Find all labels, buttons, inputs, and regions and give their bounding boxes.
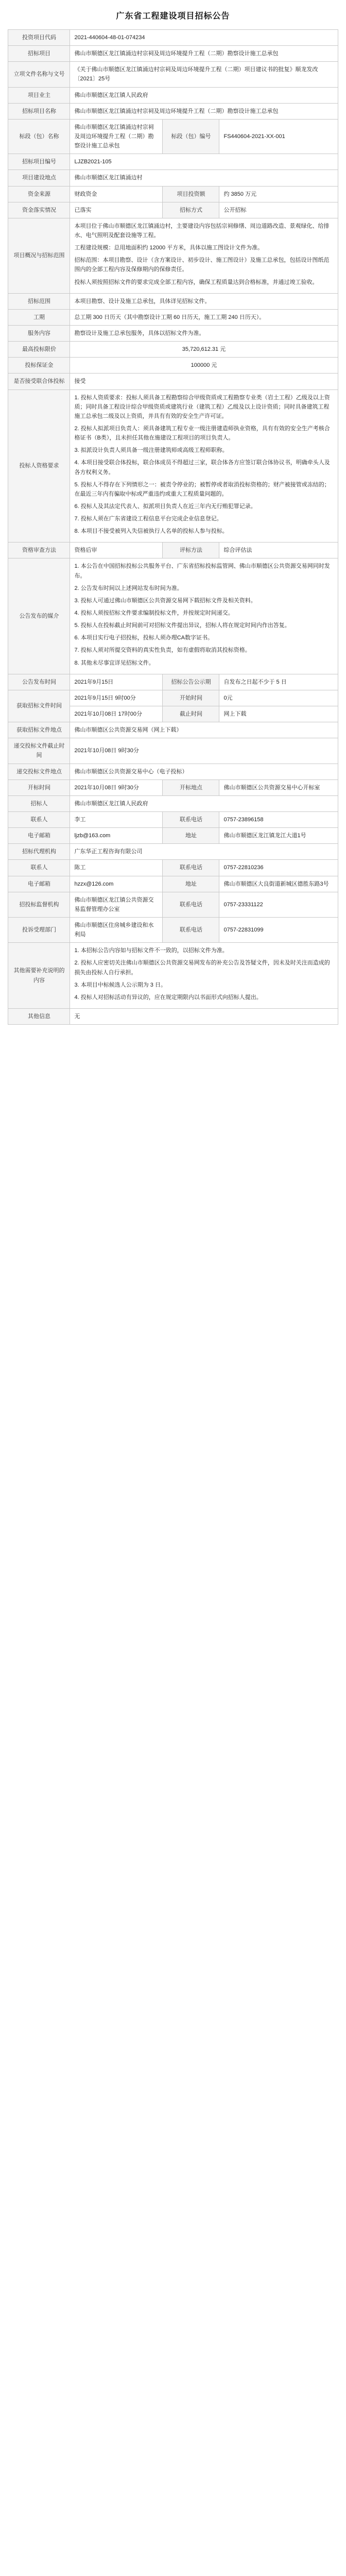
value-notice-pub [70,558,338,674]
page-title: 广东省工程建设项目招标公告 [116,12,230,21]
notice-paragraph: 3. 投标人可通过佛山市顺德区公共资源交易网下载招标文件及相关资料。 [74,597,256,604]
label-bid-bond: 投标保证金 [8,358,70,374]
value-notice-period: 自发布之日起不少于 5 日 [219,674,338,690]
value-fund-source: 财政资金 [70,186,163,202]
overview-paragraph: 投标人须按照招标文件的要求完成全部工程内容，确保工程质量达到合格标准，并通过竣工验收。 [74,279,318,285]
value-invest-amount: 约 3850 万元 [219,186,338,202]
row-section [8,119,338,154]
value-doc-obtain-end: 2021年10月08日 17时00分 [70,706,163,722]
row-bid-place [8,764,338,779]
row-agency [8,844,338,860]
row-agency-email [8,876,338,892]
qual-paragraph: 5. 投标人不得存在下列情形之一：被责令停业的；被暂停或者取消投标资格的；财产被接管或冻结的；在最近三年内有骗取中标或严重违约或重大工程质量问题的。 [74,481,330,497]
label-supervise-phone: 联系电话 [163,892,219,917]
notice-paragraph: 1. 本公告在中国招标投标公共服务平台、广东省招标投标监管网、佛山市顺德区公共资源交易网同时发布。 [74,563,330,579]
qual-paragraph: 1. 投标人资质要求：投标人须具备工程勘察综合甲级资质或工程勘察专业类（岩土工程）乙级及以上资质；同时具备工程设计综合甲级资质或建筑行业（建筑工程）乙级及以上设计资质；同时具备建筑工程施工总承包二级及以上资质，并具有有效的安全生产许可证。 [74,394,330,419]
label-bid-place: 递交投标文件地点 [8,764,70,779]
label-tenderer-address: 地址 [163,828,219,844]
label-complaint: 投诉受理部门 [8,918,70,943]
value-tender-method: 公开招标 [219,202,338,218]
label-agency-contact: 联系人 [8,860,70,876]
row-doc-obtain [8,690,338,706]
label-project-name: 招标项目 [8,46,70,62]
value-bid-deadline: 2021年10月08日 9时30分 [70,738,338,764]
value-extra: 无 [70,1008,338,1024]
row-service [8,325,338,341]
label-start-time: 开始时间 [163,690,219,706]
row-max-price [8,342,338,358]
value-section-no: FS440604-2021-XX-001 [219,119,338,154]
value-funds-ready: 已落实 [70,202,163,218]
row-location [8,170,338,186]
notice-paragraph: 4. 投标人须按招标文件要求编制投标文件，并按规定时间递交。 [74,610,234,617]
value-tender-name: 佛山市顺德区龙江镇涌边村宗祠及周边环境提升工程（二期）勘察设计施工总承包 [70,103,338,119]
label-tender-name: 招标项目名称 [8,103,70,119]
value-overview [70,218,338,293]
label-tenderer-email: 电子邮箱 [8,828,70,844]
value-bid-place: 佛山市顺德区公共资源交易中心（电子投标） [70,764,338,779]
label-duration: 工期 [8,309,70,325]
label-bid-deadline: 递交投标文件截止时间 [8,738,70,764]
label-agency-address: 地址 [163,876,219,892]
row-funds-ready [8,202,338,218]
row-publish-time [8,674,338,690]
label-agency-phone: 联系电话 [163,860,219,876]
value-supervise-phone: 0757-23331122 [219,892,338,917]
label-supervise: 招投标监督机构 [8,892,70,917]
qual-paragraph: 2. 投标人拟派项目负责人：须具备建筑工程专业一级注册建造师执业资格，具有有效的安全生产考核合格证书（B类），且未担任其他在施建设工程项目的项目负责人。 [74,425,330,442]
value-publish-time: 2021年9月15日 [70,674,163,690]
value-tender-code: LJZB2021-105 [70,154,338,170]
row-bidder-qual [8,389,338,543]
label-open-place: 开标地点 [163,779,219,795]
label-scope: 招标范围 [8,293,70,309]
qual-paragraph: 8. 本项目不接受被列入失信被执行人名单的投标人参与投标。 [74,528,228,535]
row-agency-contact [8,860,338,876]
label-overview: 项目概况与招标范围 [8,218,70,293]
value-eval: 综合评估法 [219,543,338,558]
value-agency-phone: 0757-22810236 [219,860,338,876]
label-fund-source: 资金来源 [8,186,70,202]
value-agency-address: 佛山市顺德区大良街道新城区德胜东路3号 [219,876,338,892]
value-scope: 本项目勘察、设计及施工总承包，具体详见招标文件。 [70,293,338,309]
value-supervise: 佛山市顺德区龙江镇公共资源交易监督管理办公室 [70,892,163,917]
row-tender-code [8,154,338,170]
row-consortium [8,374,338,389]
label-notes: 其他需要补充说明的内容 [8,943,70,1009]
value-location: 佛山市顺德区龙江镇涌边村 [70,170,338,186]
notice-paragraph: 2. 公告发布时间以上述网站发布时间为准。 [74,585,183,591]
value-approval: 《关于佛山市顺德区龙江镇涌边村宗祠及周边环境提升工程（二期）项目建议书的批复》顺龙发改〔2021〕25号 [70,62,338,87]
notice-paragraph: 8. 其他未尽事宜详见招标文件。 [74,659,154,666]
value-project-code: 2021-440604-48-01-074234 [70,30,338,46]
overview-paragraph: 本项目位于佛山市顺德区龙江镇涌边村，主要建设内容包括宗祠修缮、周边道路改造、景观绿化、给排水、电气照明及配套设施等工程。 [74,223,330,239]
value-tenderer-phone: 0757-23896158 [219,812,338,828]
value-complaint-phone: 0757-22831099 [219,918,338,943]
row-project-code [8,30,338,46]
label-review: 资格审查方法 [8,543,70,558]
label-location: 项目建设地点 [8,170,70,186]
row-supervise [8,892,338,917]
label-doc-obtain-time: 获取招标文件时间 [8,690,70,722]
value-consortium: 接受 [70,374,338,389]
label-service: 服务内容 [8,325,70,341]
qual-paragraph: 6. 投标人及其法定代表人、拟派项目负责人在近三年内无行贿犯罪记录。 [74,503,256,510]
label-notice-pub: 公告发布的媒介 [8,558,70,674]
label-funds-ready: 资金落实情况 [8,202,70,218]
value-service: 勘察设计及施工总承包服务，具体以招标文件为准。 [70,325,338,341]
value-complaint: 佛山市顺德区住房城乡建设和水利局 [70,918,163,943]
value-bidder-qual [70,389,338,543]
label-agency: 招标代理机构 [8,844,70,860]
notice-paragraph: 5. 投标人在投标截止时间前可对招标文件提出异议，招标人将在规定时间内作出答复。 [74,622,290,629]
value-section: 佛山市顺德区龙江镇涌边村宗祠及周边环境提升工程（二期）勘察设计施工总承包 [70,119,163,154]
value-max-price: 35,720,612.31 元 [70,342,338,358]
row-tenderer-contact [8,812,338,828]
row-open [8,779,338,795]
value-doc-obtain-start: 2021年9月15日 9时00分 [70,690,163,706]
row-scope [8,293,338,309]
label-section-no: 标段（包）编号 [163,119,219,154]
qual-paragraph: 3. 拟派设计负责人须具备一级注册建筑师或高级工程师职称。 [74,447,228,454]
row-notes [8,943,338,1009]
label-notice-period: 招标公告公示期 [163,674,219,690]
label-doc-place: 获取招标文件地点 [8,722,70,738]
label-tenderer-contact: 联系人 [8,812,70,828]
label-consortium: 是否接受联合体投标 [8,374,70,389]
notes-paragraph: 2. 投标人应密切关注佛山市顺德区公共资源交易网发布的补充公告及答疑文件，因未及时关注而造成的损失由投标人自行承担。 [74,960,330,976]
label-owner: 项目业主 [8,87,70,103]
row-tender-name [8,103,338,119]
row-bid-deadline [8,738,338,764]
row-project-name [8,46,338,62]
value-agency: 广东华正工程咨询有限公司 [70,844,338,860]
row-overview [8,218,338,293]
label-approval: 立项文件名称与文号 [8,62,70,87]
row-approval [8,62,338,87]
value-project-name: 佛山市顺德区龙江镇涌边村宗祠及周边环境提升工程（二期）勘察设计施工总承包 [70,46,338,62]
label-end-time: 截止时间 [163,706,219,722]
row-tenderer-email [8,828,338,844]
row-extra [8,1008,338,1024]
label-tender-method: 招标方式 [163,202,219,218]
notes-paragraph: 4. 投标人对招标活动有异议的，应在规定期限内以书面形式向招标人提出。 [74,994,262,1001]
notice-paragraph: 6. 本项目实行电子招投标，投标人须办理CA数字证书。 [74,635,213,641]
value-agency-contact: 陈工 [70,860,163,876]
value-open-place: 佛山市顺德区公共资源交易中心开标室 [219,779,338,795]
value-doc-form: 网上下载 [219,706,338,722]
row-bid-bond [8,358,338,374]
label-agency-email: 电子邮箱 [8,876,70,892]
label-tenderer-phone: 联系电话 [163,812,219,828]
overview-paragraph: 工程建设规模：总用地面积约 12000 平方米，具体以施工图设计文件为准。 [74,245,264,251]
row-doc-place [8,722,338,738]
qual-paragraph: 4. 本项目接受联合体投标，联合体成员不得超过三家，联合体各方应签订联合体协议书，明确牵头人及各方权利义务。 [74,460,330,476]
notes-paragraph: 3. 本项目中标候选人公示期为 3 日。 [74,981,166,988]
value-open-time: 2021年10月08日 9时30分 [70,779,163,795]
row-review [8,543,338,558]
value-agency-email: hzzx@126.com [70,876,163,892]
row-notice-pub [8,558,338,674]
value-notes [70,943,338,1009]
value-doc-place: 佛山市顺德区公共资源交易网（网上下载） [70,722,338,738]
label-complaint-phone: 联系电话 [163,918,219,943]
notice-table [8,29,338,1025]
label-eval: 评标方法 [163,543,219,558]
value-tenderer: 佛山市顺德区龙江镇人民政府 [70,795,338,811]
value-tenderer-email: ljzb@163.com [70,828,163,844]
notes-paragraph: 1. 本招标公告内容如与招标文件不一致的，以招标文件为准。 [74,947,228,954]
value-review: 资格后审 [70,543,163,558]
label-bidder-qual: 投标人资格要求 [8,389,70,543]
label-max-price: 最高投标限价 [8,342,70,358]
label-extra: 其他信息 [8,1008,70,1024]
row-complaint [8,918,338,943]
row-duration [8,309,338,325]
value-tenderer-contact: 李工 [70,812,163,828]
value-tenderer-address: 佛山市顺德区龙江镇龙江大道1号 [219,828,338,844]
label-project-code: 投资项目代码 [8,30,70,46]
overview-paragraph: 招标范围：本项目勘察、设计（含方案设计、初步设计、施工图设计）及施工总承包，包括设计图纸范围内的全部工程内容及保修期内的保修责任。 [74,257,330,273]
value-doc-sale: 0元 [219,690,338,706]
label-tenderer: 招标人 [8,795,70,811]
qual-paragraph: 7. 投标人须在广东省建设工程信息平台完成企业信息登记。 [74,516,222,522]
label-section: 标段（包）名称 [8,119,70,154]
row-owner [8,87,338,103]
notice-paragraph: 7. 投标人须对所提交资料的真实性负责，如有虚假将取消其投标资格。 [74,647,251,654]
row-tenderer [8,795,338,811]
value-duration: 总工期 300 日历天（其中勘察设计工期 60 日历天，施工工期 240 日历天）。 [70,309,338,325]
row-fund [8,186,338,202]
label-open-time: 开标时间 [8,779,70,795]
label-publish-time: 公告发布时间 [8,674,70,690]
label-invest-amount: 项目投资额 [163,186,219,202]
label-tender-code: 招标项目编号 [8,154,70,170]
value-owner: 佛山市顺德区龙江镇人民政府 [70,87,338,103]
value-bid-bond: 100000 元 [70,358,338,374]
